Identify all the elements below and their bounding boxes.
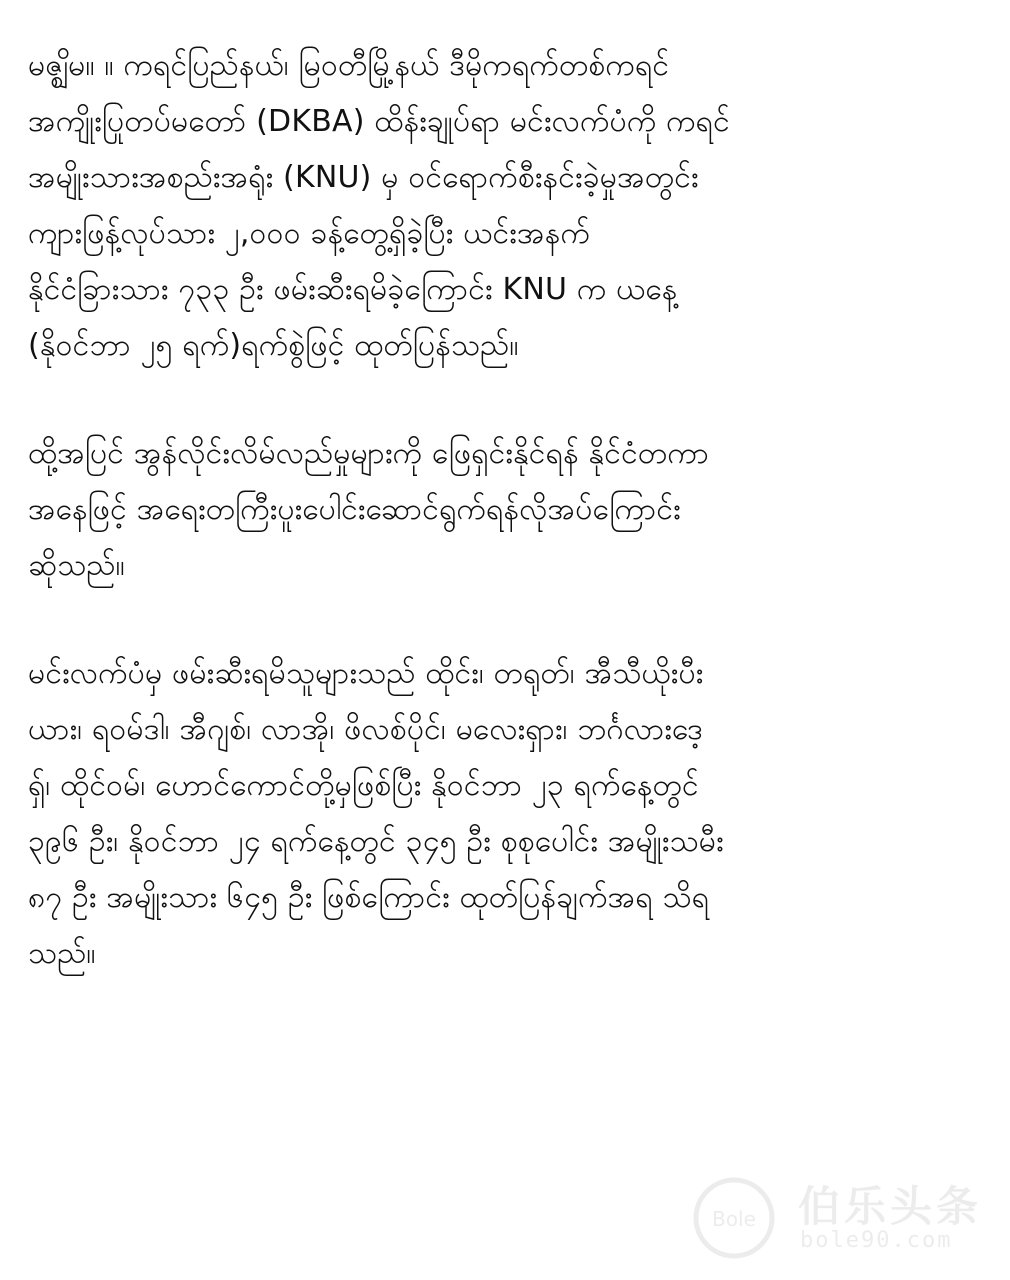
watermark	[690, 1172, 990, 1262]
paragraph-line: ဆိုသည်။	[28, 548, 125, 583]
paragraph-line: နိုင်ငံခြားသား ၇၃၃ ဦး ဖမ်းဆီးရမိခဲ့ကြောင်း KNU က ယနေ့	[28, 272, 678, 307]
paragraph-line: (နိုဝင်ဘာ ၂၅ ရက်)ရက်စွဲဖြင့် ထုတ်ပြန်သည်။	[28, 328, 519, 363]
paragraph-1	[28, 38, 978, 374]
paragraph-2	[28, 426, 978, 594]
paragraph-line: ရှ်၊ ထိုင်ဝမ်၊ ဟောင်ကောင်တို့မှဖြစ်ပြီး နိုဝင်ဘာ ၂၃ ရက်နေ့တွင်	[28, 768, 699, 803]
article-body	[28, 38, 978, 1034]
watermark-chinese-text: 伯乐头条	[798, 1182, 983, 1231]
watermark-logo-text: Bole	[712, 1207, 756, 1231]
paragraph-3	[28, 646, 978, 982]
paragraph-line: ၃၉၆ ဦး၊ နိုဝင်ဘာ ၂၄ ရက်နေ့တွင် ၃၄၅ ဦး စုစုပေါင်း အမျိုးသမီး	[28, 824, 724, 859]
paragraph-line: အကျိုးပြုတပ်မတော် (DKBA) ထိန်းချုပ်ရာ မင်းလက်ပံကို ကရင်	[28, 104, 730, 139]
paragraph-line: မင်းလက်ပံမှ ဖမ်းဆီးရမိသူများသည် ထိုင်း၊ တရုတ်၊ အီသီယိုးပီး	[28, 656, 704, 691]
paragraph-line: အမျိုးသားအစည်းအရုံး (KNU) မှ ဝင်ရောက်စီးနင်းခဲ့မှုအတွင်း	[28, 160, 699, 195]
paragraph-line: ထို့အပြင် အွန်လိုင်းလိမ်လည်မှုများကို ဖြေရှင်းနိုင်ရန် နိုင်ငံတကာ	[28, 436, 710, 471]
paragraph-line: အနေဖြင့် အရေးတကြီးပူးပေါင်းဆောင်ရွက်ရန်လိုအပ်ကြောင်း	[28, 492, 681, 527]
watermark-url: bole90.com	[800, 1228, 953, 1253]
paragraph-line: မဇ္ဈိမ။ ။ ကရင်ပြည်နယ်၊ မြဝတီမြို့နယ် ဒီမိုကရက်တစ်ကရင်	[28, 48, 670, 83]
paragraph-line: ကျားဖြန့်လုပ်သား ၂,၀၀၀ ခန့်တွေ့ရှိခဲ့ပြီး ယင်းအနက်	[28, 216, 591, 251]
paragraph-line: ယား၊ ရဝမ်ဒါ၊ အီဂျစ်၊ လာအို၊ ဖိလစ်ပိုင်၊ မလေးရှား၊ ဘင်္ဂလားဒေ့	[28, 712, 704, 747]
paragraph-line: ၈၇ ဦး အမျိုးသား ၆၄၅ ဦး ဖြစ်ကြောင်း ထုတ်ပြန်ချက်အရ သိရ	[28, 880, 710, 915]
bole-logo-icon	[690, 1174, 778, 1262]
paragraph-line: သည်။	[28, 936, 96, 971]
